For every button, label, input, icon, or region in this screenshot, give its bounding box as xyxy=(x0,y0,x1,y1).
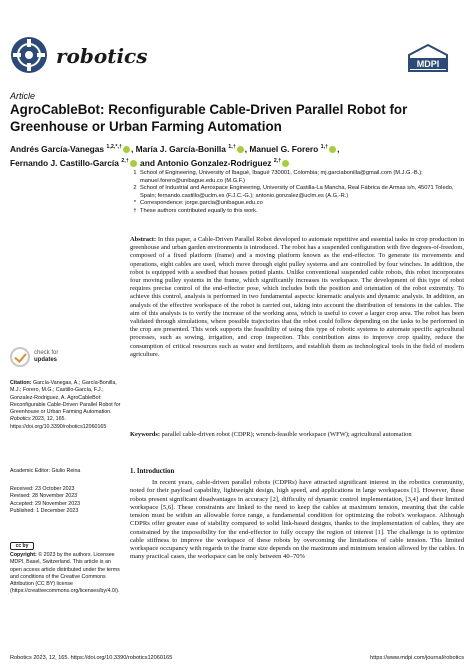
journal-name[interactable]: robotics xyxy=(56,44,148,68)
paper-title: AgroCableBot: Reconfigurable Cable-Driven Parallel Robot for Greenhouse or Urban Farming Automation xyxy=(10,102,408,134)
affiliation-text: School of Industrial and Aerospace Engineering, University of Castilla-La Mancha, Real Fábrica de Armas s/n, 45071 Toledo, Spain; fernando.castillo@uclm.es (F.J.C.-G.); antonio.gonzalez@uclm.es (A.G.-R.) xyxy=(140,185,454,199)
author-name: Andrés García-Vanegas xyxy=(10,143,107,154)
cc-by-license-icon[interactable]: cc by xyxy=(10,542,34,550)
correspondence-text[interactable]: Correspondence: jorge.garcia@unibague.edu.co xyxy=(140,200,263,207)
author-list: Andrés García-Vanegas $^{1,2,*,\dagger}$ , María J. García-Bonilla $^{1,\dagger}$ , Manuel G. Forero $^{1,\dagger}$ , Fernando J. Castillo-García $^{2,\dagger}$ and Antonio Gonzalez-Rodriguez $^{2,\dagger}$ xyxy=(10,143,340,168)
affiliation-mark: * xyxy=(133,200,137,207)
footer-citation[interactable]: Robotics 2023, 12, 165. https://doi.org/10.3390/robotics12060165 xyxy=(10,655,173,661)
orcid-icon[interactable] xyxy=(237,146,244,153)
copyright-block xyxy=(10,542,122,596)
check-for-updates-label xyxy=(34,350,58,364)
keywords-label: Keywords: xyxy=(130,431,161,438)
abstract xyxy=(130,236,464,359)
updates-line1: check for xyxy=(34,350,59,356)
affiliation-item xyxy=(130,200,464,208)
orcid-icon[interactable] xyxy=(329,146,336,153)
affiliation-mark: † xyxy=(133,207,137,214)
orcid-icon[interactable] xyxy=(282,160,289,167)
affiliation-item xyxy=(130,208,464,216)
revised-date: Revised: 28 November 2023 xyxy=(10,493,78,500)
copyright-text: © 2023 by the authors. Licensee MDPI, Basel, Switzerland. This article is an open access article distributed under the terms and conditions of the Creative Commons Attribution (CC BY) license (https://creativecommons.org/licenses/by/4.0/). xyxy=(10,552,120,595)
author-affiliation-mark: 2,† xyxy=(273,157,282,164)
abstract-text: In this paper, a Cable-Driven Parallel Robot developed to automate repetitive and essential tasks in crop production in greenhouse and urban garden environments is introduced. The robot has a suspended configuration with five degrees-of-freedom, composed of a fixed platform (frame) and a moving platform known as the end-effector. To generate its movements and operations, eight cables are used, which move through eight pulley systems and are controlled by four winches. In addition, the robot is equipped with a seedbed that houses potted plants. Unlike conventional suspended cable robots, this robot incorporates four moving pulley systems in the frame, which significantly increases its workspace. The development of this type of robot requires precise control of the end-effector pose, which includes both the position and orientation of the robot extremity. To achieve this control, analysis is performed in two fundamental aspects: kinematic analysis and dynamic analysis. In addition, an analysis of the effective workspace of the robot is carried out, taking into account the distribution of tensions in the cables. The aim of this analysis is to verify the increase of the working area, which is useful to cover a larger crop area. The robot has been validated through simulations, where possible trajectories that the robot could follow depending on the tasks to be performed in the crop are presented. This work supports the feasibility of using this type of robotic systems to automate specific agricultural processes, such as sowing, irrigation, and crop inspection. This contribution aims to improve crop quality, reduce the consumption of critical resources such as water and fertilizers, and establish them as technological tools in the field of modern agriculture. xyxy=(130,236,465,358)
copyright-label: Copyright: xyxy=(10,552,37,558)
mdpi-logo[interactable] xyxy=(407,44,449,74)
affiliation-mark: 2 xyxy=(133,185,137,192)
footer-journal-url[interactable]: https://www.mdpi.com/journal/robotics xyxy=(370,655,464,661)
citation-journal: Robotics xyxy=(10,416,31,423)
author-name: , María J. García-Bonilla xyxy=(130,143,229,154)
article-type: Article xyxy=(10,91,36,101)
affiliation-item xyxy=(130,185,464,200)
author-affiliation-mark: 1,2,*,† xyxy=(106,144,122,150)
author-affiliation-mark: 2,† xyxy=(121,157,129,164)
academic-editor: Academic Editor: Giulio Reina xyxy=(10,468,81,474)
citation-text: García-Vanegas, A.; García-Bonilla, M.J.; Forero, M.G.; Castillo-García, F.J.; Gonzalez-Rodriguez, A. AgroCableBot: Reconfigurable Cable-Driven Parallel Robot for Greenhouse or Urban Farming Automation. xyxy=(10,380,121,416)
accepted-date: Accepted: 29 November 2023 xyxy=(10,500,81,507)
affiliation-text: These authors contributed equally to this work. xyxy=(140,207,258,214)
citation xyxy=(10,380,122,431)
introduction-text: In recent years, cable-driven parallel robots (CDPRs) have attracted significant interest in the robotics community, noted for their payload capability, lightweight design, high speed, and applications in large workspaces [1]. However, these robots present significant disadvantages in accuracy [2], difficulty of dynamic control implementation, [3,4] and their limited workspace [5,6]. These constraints are linked to the need to keep the cables at maximum tension, meaning that the cable tension must be within an allowable force range, a fundamental condition for optimizing the robot's workspace. Although CDPRs offer greater ease of stability compared to solid link-based designs, thanks to the implementation of cables, they are constrained by the impossibility for the end-effector to fully occupy the region of interest [1]. The challenge is to optimize cable stiffness to improve the workspace of these robots by overcoming the limitations of cable tension. This limited workspace occupancy with regards to the frame size depends on the maximum and minimum tension allowed by the cables. In many practical cases, the workspace can be only between 40–70% xyxy=(130,479,464,561)
received-date: Received: 23 October 2023 xyxy=(10,486,75,492)
affiliation-item xyxy=(130,170,464,185)
author-name: Fernando J. Castillo-García xyxy=(10,157,122,168)
check-for-updates-icon xyxy=(10,347,30,367)
affiliations xyxy=(130,170,464,216)
orcid-icon[interactable] xyxy=(123,146,130,153)
published-date: Published: 1 December 2023 xyxy=(10,507,79,514)
robotics-journal-logo xyxy=(10,36,48,74)
author-name: and Antonio Gonzalez-Rodriguez xyxy=(137,157,274,168)
citation-doi[interactable]: 2023, 12, 165. https://doi.org/10.3390/robotics12060165 xyxy=(10,416,107,430)
citation-label: Citation: xyxy=(10,380,32,386)
keywords-text: parallel cable-driven robot (CDPR); wrench-feasible workspace (WFW); agricultural automation xyxy=(161,431,412,438)
keywords xyxy=(130,431,464,439)
publication-dates xyxy=(10,486,122,515)
abstract-label: Abstract: xyxy=(130,236,157,243)
orcid-icon[interactable] xyxy=(130,160,137,167)
affiliation-text: School of Engineering, University of Ibagué, Ibagué 730001, Colombia; mj.garciabonilla@gmail.com (M.J.G.-B.); manuel.forero@unibague.edu.co (M.G.F.) xyxy=(140,170,423,184)
section-heading-introduction: 1. Introduction xyxy=(130,468,175,475)
check-for-updates-badge[interactable] xyxy=(10,345,90,371)
updates-line2: updates xyxy=(34,357,58,363)
author-affiliation-mark: 1,† xyxy=(320,144,329,150)
author-affiliation-mark: 1,† xyxy=(228,144,236,150)
mdpi-logo-text: MDPI xyxy=(416,59,440,69)
affiliation-mark: 1 xyxy=(133,170,137,176)
author-name: , Manuel G. Forero xyxy=(244,143,321,154)
page-footer xyxy=(10,655,464,661)
